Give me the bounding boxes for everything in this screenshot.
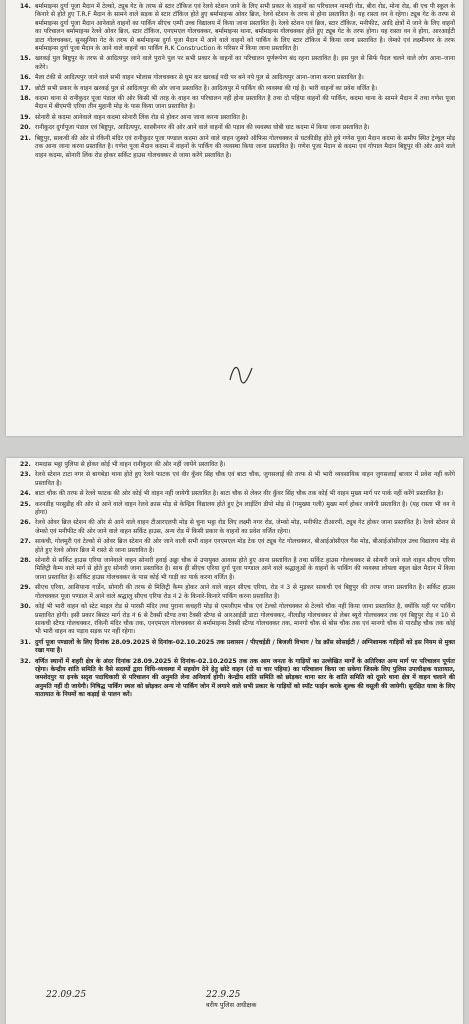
order-item bbox=[20, 124, 455, 132]
item-text: छोटी सभी प्रकार के वाहन खरकई पुल से आदित्यपुर की ओर जाना प्रस्तावित है। आदित्यपुर में पार्किंग की व्यवस्था की गई है। भारी वाहनों का प्रवेश वर्जित है। bbox=[35, 84, 378, 92]
item-text: बर्मामाइन्स दुर्गा पूजा मैदान में टेल्को, ट्यूब गेट के तरफ से स्टार टॉकिज एवं रेलवे स्टेशन जाने के लिए सभी प्रकार के वाहनों का परिचालन नामदी रोड, बीरा रोड, मोना रोड, बी एच पी स्कूल के किनारे से होते हुए T.R.F मैदान के सामने वाले सड़क से स्टार टॉकिज होते हुए बर्मामाइन्स ओवर ब्रिज, रेलवे स्टेशन के तरफ से होना प्रस्तावित है। यह रास्ता वन वे रहेगा। ट्यूब गेट के तरफ से बर्मामाइन्स दुर्गा पूजा मैदान आनेवाले वाहनों का पार्किंग सीएच एम्पी उच्च विद्यालय में किया जाना प्रस्तावित है। रेलवे स्टेशन एवं ब्रिज, स्टार टॉकिज, मनीफीट, आदि क्षेत्रों में जाने के लिए वाहनों का परिचालन बर्मामाइन्स रेलवे ओवर ब्रिज, स्टार टॉकिज, एनएमएल गोलचक्कर, बर्मामाइन्स थाना, बर्मामाइन्स गोलचक्कर होते हुए ट्यूब गेट के तरफ होगा। यह रास्ता वन वे होगा, आरआईटी डाटा गोलचक्कर, सुनसुनिया गेट के तरफ से बर्मामाइन्स दुर्गा पूजा मैदान में आने वाले वाहनों को पार्किंग के लिए स्टार टॉकिज में किया जाना प्रस्तावित है। जेम्को एवं लक्ष्मीनगर के तरफ बर्मामाइन्स दुर्गा पूजा मैदान के आने वाले वाहनों का पार्किंग R.K Construction के परिसर में किया जाना प्रस्तावित है। bbox=[35, 3, 456, 53]
item-text: सोनारी से कदमा आनेवाले वाहन कदमा सोनारी लिंक रोड से होकर आना जाना करना प्रस्तावित है। bbox=[35, 113, 248, 121]
item-number: 30. bbox=[20, 603, 31, 611]
item-text: बाटा चौक की तरफ से रेलवे फाटक की ओर कोई भी वाहन नहीं जायेगी प्रस्तावित है। बाटा चौक से लेकर वीर कुँवर सिंह चौक तक कोई भी वाहन मुख्य मार्ग पर पार्क नहीं करेंगे प्रस्तावित है। bbox=[35, 490, 444, 498]
document-page-top bbox=[6, 0, 463, 436]
order-item bbox=[20, 114, 455, 122]
signature-block-1 bbox=[46, 990, 86, 1000]
item-text: रेलवे ओवर ब्रिज स्टेशन की ओर से आने वाले वाहन टीआरएलपी मोड़ से चुना भट्ठा रोड लिए लक्ष्मी नगर रोड, जेम्को मोड़, मनीफीट टीआरपी, ट्यूब गेट होकर जाना प्रस्तावित है। रेलवे स्टेशन से जेम्को एवं मनीफीट की ओर जाने वाले वाहन सर्किट हाउस, अन्य रोड में किसी प्रकार के वाहनों का प्रवेश वर्जित रहेगा। bbox=[35, 519, 455, 535]
item-number: 20. bbox=[20, 124, 31, 132]
order-item bbox=[20, 658, 455, 700]
order-item bbox=[20, 501, 455, 518]
item-text: रेलवे स्टेशन टाटा नगर से बागबेड़ा थाना होते हुए रेलवे फाटक एवं वीर कुँवर सिंह चौक एवं बाटा चौक, जुगसलाई की तरफ से भी भारी व्यवसायिक वाहन जुगसलाई बाजार में प्रवेश नहीं करेंगे प्रस्तावित है। bbox=[35, 471, 455, 487]
order-item bbox=[20, 85, 455, 93]
item-text: रामदास भट्ठा पुलिया से होकर कोई भी वाहन रानीकुदर की ओर नहीं जायेंगे प्रस्तावित है। bbox=[35, 461, 226, 468]
order-item bbox=[20, 490, 455, 498]
item-text: कोई भी भारी वाहन को स्टेट माइल रोड से पारसी मंदिर तथा पुराना कचहरी मोड़ से एमजीएम चौक एवं टेल्को गोलचक्कर से टेल्को चौक नहीं किया जाना प्रस्तावित है, क्योंकि यहीं पर पार्किंग प्रस्तावित होगी। इसी प्रकार बिस्टर मार्ग रोड़ नं 6 से टैक्सी स्टैण्ड तथा टैक्सी स्टैण्ड से आरआईडी डाटा गोलचक्कर, नीलडीह गोलचक्कर से लेबर ब्यूरो गोलचक्कर तक एवं बिष्टुपुर रोड़ नं 10 से साकची स्टैण्ड गोलचक्कर, रंकिनी मंदिर चौक तक, एनएमएल गोलचक्कर से बर्मामाइन्स टैक्सी स्टैण्ड गोलचक्कर तक, मानगो चौक से बोस चौक तक एवं मानगो चौक से पारडीह चौक तक कोई भी भारी वाहन का पड़ाव सड़क पर नहीं रहेगा। bbox=[35, 603, 455, 636]
order-item bbox=[20, 639, 455, 656]
order-items-top bbox=[6, 0, 463, 160]
item-text: करनडीह परसुडीह की ओर से आने वाले वाहन रेलवे क्रास मोड़ से केन्द्रिय विद्यालय होते हुए ट्रेन लाईटिंग डीपो मोड़ से (गमुख्या गली) मुख्य मार्ग होकर जायेगी प्रस्तावित है। (यह रास्ता भी वन वे होगा) bbox=[35, 500, 455, 517]
order-item bbox=[20, 538, 455, 555]
signature-caption-2: वरीय पुलिस अधीक्षक bbox=[206, 1001, 257, 1009]
item-number: 25. bbox=[20, 500, 31, 508]
item-number: 16. bbox=[20, 74, 31, 82]
item-number: 22. bbox=[20, 461, 31, 468]
signature-date-2: 22.9.25 bbox=[206, 990, 241, 1000]
order-item bbox=[20, 471, 455, 488]
order-item bbox=[20, 55, 455, 72]
item-number: 27. bbox=[20, 538, 31, 546]
item-number: 23. bbox=[20, 471, 31, 479]
document-page-bottom bbox=[6, 458, 463, 1024]
order-item bbox=[20, 3, 455, 53]
order-item bbox=[20, 461, 455, 469]
item-text: मैला टंकी से आदित्यपुर जाने वाले सभी वाहन भोलास गोलचक्कर से घुम कर खरकई नदी पर बने नये पुल से आदित्यपुर आना–जाना करना प्रस्तावित है। bbox=[35, 74, 364, 82]
item-number: 15. bbox=[20, 55, 31, 63]
item-number: 24. bbox=[20, 490, 31, 498]
item-text: सीएच एरिया, आशियाना गार्डेन, सोनारी की तरफ से मिलिट्री कैम्प होकर आने वाले वाहन सीएच एरिया, रोड नं 3 से मुड़कर साकची एवं बिष्टुपुर की तरफ जाना प्रस्तावित है। सर्किट हाउस गोलचक्कर पूजा पण्डाल में आने वाले श्रद्धालु सीएच एरिया रोड नं 2 के किनारे-किनारे पार्किंग करना प्रस्तावित है। bbox=[35, 584, 455, 600]
order-item bbox=[20, 135, 455, 160]
item-text: साकची, गोलमुरी एवं टेल्को से ओवर ब्रिज स्टेशन की ओर जाने वाली सभी वाहन एनएमएल मोड़ टेक एवं ट्यूब गेट गोलचक्कर, बीआईओसीएल गैस मोड़, बीआईओसीएल उच्च विद्यालय मोड़ से होते हुए रेलवे ओवर ब्रिज में रास्ते से जाना प्रस्तावित है। bbox=[35, 538, 455, 554]
item-number: 28. bbox=[20, 557, 31, 565]
item-number: 14. bbox=[20, 3, 31, 10]
signature-footer bbox=[6, 982, 463, 1024]
item-text: रानीकुदर दुर्गापूजा पंडाल एवं बिष्टुपुर, आदित्यपुर, शास्त्रीनगर की ओर आने वाले वाहनों की पड़ाव की व्यवस्था घोबी घाट कदमा में किया जाना प्रस्तावित है। bbox=[35, 124, 370, 132]
order-items-bottom bbox=[6, 458, 463, 700]
item-text: बिष्टुपुर, साकची की ओर से रंकिनी मंदिर एवं रानीकुदर पूजा पण्डाल कदमा आने वाले वाहन जुस्को ऑफिस गोलचक्कर से घटकीडीह होते हुये गणेश पूजा मैदान कदमा के समीप स्थित ट्रेन्चुल मोड़ तक आना जाना करना प्रस्तावित है। गणेश पूजा मैदान कदमा में वाहनों के पार्किंग की व्यवस्था किया जाना प्रस्तावित है। गणेश पूजा मैदान से कदमा एवं गोपाल मैदान बिष्टुपुर की ओर आने वाले वाहन कदमा, सोनारी लिंक रोड होकर सर्किट हाउस गोलचक्कर से जाया करेंगे प्रस्तावित है। bbox=[35, 134, 455, 159]
signature-block-2 bbox=[206, 990, 256, 1009]
order-item bbox=[20, 74, 455, 82]
item-number: 26. bbox=[20, 519, 31, 527]
order-item bbox=[20, 603, 455, 637]
item-number: 18. bbox=[20, 95, 31, 103]
item-number: 32. bbox=[20, 657, 31, 665]
item-number: 21. bbox=[20, 134, 31, 142]
item-text: कदमा थाना से रानीकुदर पूजा पंडाल की ओर किसी भी तरह के वाहन का परिचालन नहीं होना प्रस्तावित है तथा दो पहिया वाहनों की पार्किंग, कदमा थाना के सामने मैदान में तथा गणेश पूजा मैदान में बीएमपी एरिया तीन मुहानी मोड़ के पास किया जाना प्रस्तावित है। bbox=[35, 95, 455, 111]
order-item bbox=[20, 557, 455, 582]
item-number: 31. bbox=[20, 638, 31, 646]
item-number: 19. bbox=[20, 113, 31, 121]
order-item bbox=[20, 95, 455, 112]
signature-scribble bbox=[226, 360, 256, 386]
item-number: 29. bbox=[20, 584, 31, 592]
item-text: वर्णित स्थानों में शहरी क्षेत्र के अंदर दिनांक 28.09.2025 से दिनांक–02.10.2025 तक तक आम जनता के गाड़ियों का उल्लेखित मार्गों के अतिरिक्त अन्य मार्ग पर परिचालन पूर्णतः रहेगा। केन्द्रीय शांति समिति के वैसे सदस्यों द्वारा विधि–व्यवस्था में सहयोग देने हेतु छोटे वाहन (दो या चार पहिया) का परिचालन किया जा सकेगा जिसके लिए पुलिस उपाधीक्षक यातायात, जमशेदपुर या इनके सदृश पदाधिकारी से परिचालन की अनुमति लेना अनिवार्य होगी। केन्द्रीय शांति समिति को छोड़कर थाना स्तर के शांति समिति को दूसरे थाना क्षेत्र में वाहन चलाने की अनुमति नहीं दी जायेगी। निषिद्ध पार्किंग स्थल को छोड़कर अन्य नो पार्किंग जोन में लगाने वाले सभी प्रकार के गाड़ियों को स्पॉट फाईन करके शुल्क की वसूली की जायेगी। सुरक्षित यात्रा के लिए यातायात के नियमों का कड़ाई से पालन करें। bbox=[35, 657, 455, 699]
signature-date-1: 22.09.25 bbox=[46, 990, 87, 1000]
item-text: दुर्गा पूजा पण्डालों के लिए दिनांक 28.09.2025 से दिनांक–02.10.2025 तक प्रशासन / पीएचईडी / बिजली विभाग / रेड क्रॉस सोसाईटी / अग्निशामक गाड़ियों को इस नियम से मुक्त रखा गया है। bbox=[35, 638, 455, 655]
order-item bbox=[20, 519, 455, 536]
item-number: 17. bbox=[20, 84, 31, 92]
item-text: सोनारी से सर्किट हाउस एरिया जानेवाले वाहन सोनारी हवाई अड्डा चौक से उपायुक्त आवास होते हुए आना प्रस्तावित है तथा सर्किट हाउस गोलचक्कर से सोनारी जाने वाले वाहन सीएच एरिया मिलिट्री कैम्प वाले मार्ग से होते हुए सोनारी जाना प्रस्तावित है। साथ ही सीएच एरिया दुर्गा पूजा पण्डाल आने वाले श्रद्धालुओं के वाहनों के पार्किंग की व्यवस्था लोयला स्कूल खेल मैदान में किया जाना प्रस्तावित है। सर्किट हाउस गोलचक्कर के पास कोई भी गाड़ी का पार्क करना वर्जित है। bbox=[35, 557, 455, 581]
item-text: खरकई पुल बिष्टुपुर के तरफ से आदित्यपुर जाने वाले पुराने पुल पर सभी प्रकार के वाहनों का परिचालन पूर्णरूपेण बंद रहना प्रस्तावित है। इस पुल से सिर्फ पैदल चलने वाले लोग आना–जाना करेंगे। bbox=[35, 55, 455, 71]
order-item bbox=[20, 584, 455, 601]
